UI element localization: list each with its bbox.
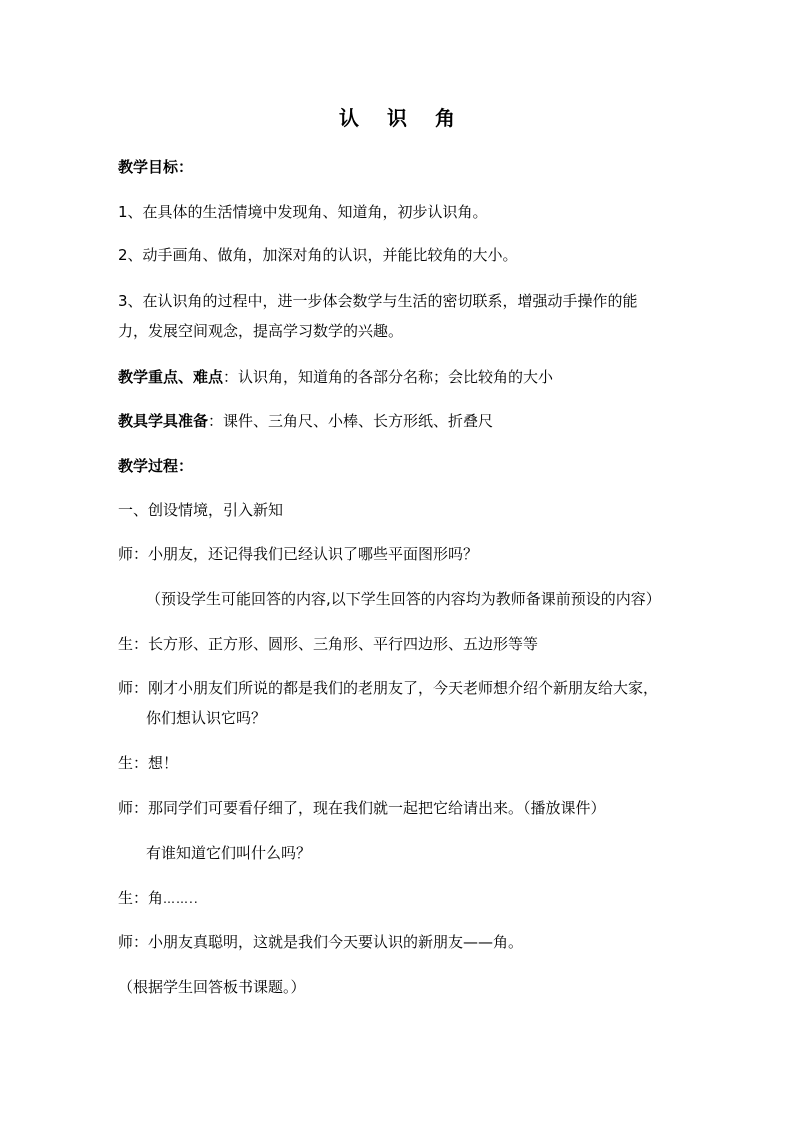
- materials: [118, 410, 493, 432]
- teacher-line: 师：刚才小朋友们所说的都是我们的老朋友了，今天老师想介绍个新朋友给大家，: [118, 679, 659, 697]
- objective-1: 1、在具体的生活情境中发现角、知道角，初步认识角。: [118, 203, 488, 221]
- board-note: （根据学生回答板书课题。）: [118, 978, 306, 996]
- teacher-line: 师：小朋友真聪明，这就是我们今天要认识的新朋友——角。: [118, 933, 524, 951]
- student-line: [118, 887, 199, 910]
- materials-label: 教具学具准备: [118, 412, 209, 430]
- objective-3: 3、在认识角的过程中，进一步体会数学与生活的密切联系，增强动手操作的能: [118, 292, 638, 310]
- objective-3-cont: 力，发展空间观念，提高学习数学的兴趣。: [118, 322, 404, 340]
- note-line: （预设学生可能回答的内容,以下学生回答的内容均为教师备课前预设的内容）: [146, 590, 661, 608]
- title-char: 识: [387, 106, 407, 130]
- key-points-text: ：认识角，知道角的各部分名称；会比较角的大小: [223, 368, 554, 386]
- teacher-line: 师：那同学们可要看仔细了，现在我们就一起把它给请出来。（播放课件）: [118, 799, 606, 817]
- objectives-heading: 教学目标：: [118, 158, 194, 176]
- objective-2: 2、动手画角、做角，加深对角的认识，并能比较角的大小。: [118, 246, 518, 264]
- key-points-label: 教学重点、难点: [118, 368, 224, 386]
- title-char: 角: [435, 106, 455, 130]
- title-char: 认: [339, 106, 359, 130]
- teacher-line: 师：小朋友，还记得我们已经认识了哪些平面图形吗？: [118, 545, 479, 563]
- key-points: [118, 366, 553, 388]
- process-heading: 教学过程：: [118, 457, 194, 475]
- student-line: 生：长方形、正方形、圆形、三角形、平行四边形、五边形等等: [118, 635, 539, 653]
- student-line: 生：想！: [118, 754, 179, 772]
- process-step-1: 一、创设情境，引入新知: [118, 501, 284, 519]
- page-title: [0, 104, 794, 132]
- ellipsis: ……..: [163, 892, 199, 906]
- teacher-line-cont: 你们想认识它吗？: [146, 709, 267, 727]
- student-answer: 生：角: [118, 889, 164, 907]
- materials-text: ：课件、三角尺、小棒、长方形纸、折叠尺: [208, 412, 494, 430]
- teacher-line-cont: 有谁知道它们叫什么吗？: [146, 844, 312, 862]
